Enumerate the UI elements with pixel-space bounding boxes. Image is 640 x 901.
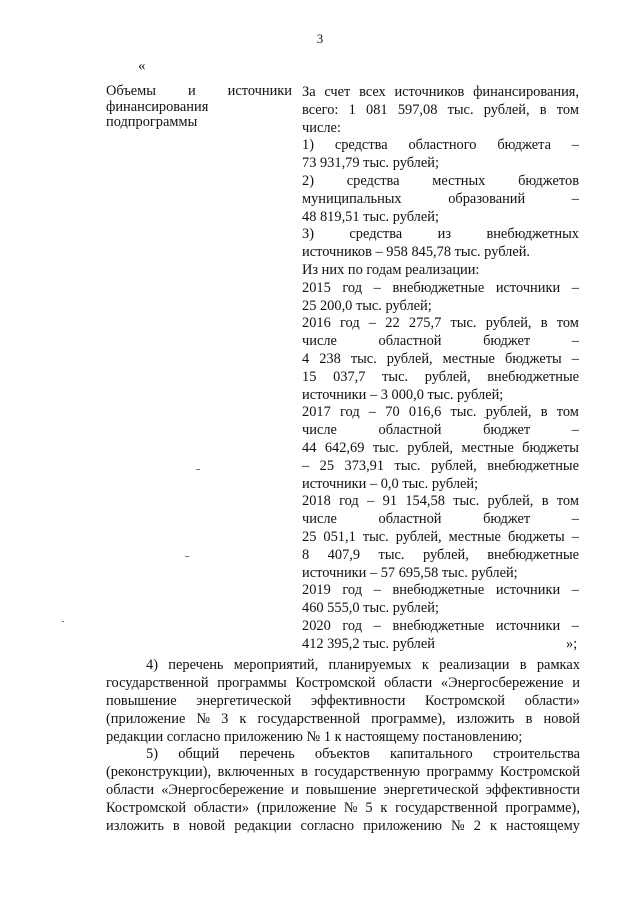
left-label-word: Объемы [106,83,156,99]
word: тыс. [450,315,477,332]
word: бюджет [483,422,531,439]
word: бюджетов [518,172,579,189]
word: областной [378,422,442,439]
word: 44 [302,439,317,456]
word: рублей, [430,457,477,474]
paragraph-line [106,818,580,836]
word: – [571,617,579,634]
word: финансирования, [473,84,579,100]
word: в [541,493,549,510]
word: 238 [319,350,341,367]
word: областного [408,137,477,154]
word: тыс. [450,404,477,421]
word: в [301,764,308,781]
word: внебюджетные [487,546,579,563]
funding-line [302,137,579,155]
scan-artifact [185,556,189,557]
funding-line [302,333,579,351]
word: тыс. [447,101,474,118]
word: энергетической [383,782,479,799]
word: 016,6 [408,404,442,421]
word: области [106,782,155,799]
word: 1 [348,101,356,118]
word: областной [378,333,442,350]
word: – [373,582,381,599]
word: 037,7 [333,368,366,385]
word: 2 [473,818,481,835]
word: областной [378,511,442,528]
word: и [291,782,299,799]
word: тыс. [372,439,399,456]
word: в [540,315,548,332]
word: 642,69 [324,439,365,456]
funding-line [302,351,579,369]
word: объектов [314,746,370,763]
word: бюджеты [507,528,565,545]
funding-line: 25 200,0 тыс. рублей; [302,297,432,314]
word: рублей, [485,404,532,421]
word: изложить [456,710,515,727]
word: № [343,800,358,817]
funding-line [302,458,579,476]
word: редакции [234,818,292,835]
word: планируемых [328,657,412,673]
funding-line: источники – 3 000,0 тыс. рублей; [302,386,504,403]
word: тыс. [453,493,480,510]
left-label-line-1 [106,84,292,100]
word: № [451,818,465,835]
paragraph-line [106,800,580,818]
word: внебюджетные [487,368,579,385]
funding-line [302,102,579,120]
word: 2018 [302,493,331,510]
word: в [525,710,533,727]
word: внебюджетные [487,457,579,474]
word: 3 [221,710,229,727]
left-label-line-2: финансирования [106,98,209,115]
word: год [339,493,359,510]
word: 275,7 [408,315,442,332]
word: внебюджетных [486,226,579,243]
word: общий [178,746,220,763]
word: и [572,674,580,691]
paragraph-line [106,782,580,800]
word: повышение [106,692,177,709]
word: в [540,404,548,421]
funding-line [302,369,579,387]
word: 5) [146,746,158,763]
word: Костромской [499,764,580,781]
word: энергетической [196,692,292,709]
word: всего: [302,101,339,118]
word: том [556,101,579,118]
word: – [373,617,381,634]
word: настоящему [506,818,580,835]
funding-line: источники – 0,0 тыс. рублей; [302,475,479,492]
word: новой [543,710,580,727]
page-number: 3 [316,31,324,46]
word: 25 [319,457,335,474]
word: Костромской [295,674,376,691]
word: – [571,350,579,367]
word: внебюджетные [392,617,485,634]
table-right-content [302,84,579,654]
funding-line [302,315,579,333]
word: За [302,84,316,100]
word: – [368,404,377,421]
opening-quote: « [138,58,146,74]
body-paragraphs [106,657,580,836]
word: государственной [395,800,498,817]
word: год [342,279,363,296]
word: Костромской [106,800,187,817]
word: 2020 [302,617,331,634]
word: 91 [382,493,398,510]
word: местные [448,528,501,545]
word: 2016 [302,315,331,332]
word: – [367,493,375,510]
table-left-label [106,84,292,131]
word: к [421,657,429,673]
word: рублей, [395,528,442,545]
word: – [571,279,579,296]
word: «Энергосбережение [440,674,564,691]
word: рублей, [483,101,530,118]
funding-line: числе: [302,119,341,136]
word: в [172,818,180,835]
word: 3) [302,226,314,243]
word: тыс. [362,528,389,545]
word: программы [217,674,287,691]
scan-artifact [484,417,486,418]
word: Костромской [424,692,505,709]
funding-line [302,511,579,529]
word: программе), [505,800,580,817]
word: области» [193,800,250,817]
word: рублей, [407,439,454,456]
word: согласно [300,818,355,835]
word: внебюджетные [392,582,485,599]
word: год [342,582,363,599]
word: 22 [385,315,400,332]
word: том [556,315,579,332]
word: рублей, [424,368,471,385]
word: к [239,710,247,727]
word: (приложение [106,710,186,727]
word: числе [302,333,337,350]
funding-line [302,226,579,244]
word: «Энергосбережение [161,782,284,799]
word: 051,1 [323,528,356,545]
funding-line [302,547,579,565]
word: включенных [217,764,295,781]
funding-line [302,529,579,547]
funding-line [302,173,579,191]
word: в [519,657,527,673]
paragraph-line: редакции согласно приложению № 1 к настоящему постановлению; [106,728,523,745]
word: источники [495,582,561,599]
word: рублей, [386,350,433,367]
word: № [196,710,211,727]
word: числе [302,511,337,528]
word: 4 [302,350,310,367]
word: рублей, [487,493,534,510]
word: перечень [239,746,295,763]
word: – [373,279,381,296]
funding-line: Из них по годам реализации: [302,261,480,278]
word: средства [346,172,400,189]
word: – [571,528,579,545]
word: 2017 [302,404,331,421]
word: всех [359,84,386,100]
word: – [368,315,377,332]
left-label-word: и [187,83,196,99]
word: капитального [389,746,473,763]
word: средства [334,137,388,154]
word: тыс. [378,546,405,563]
word: источников [394,84,465,100]
word: рамках [536,657,580,673]
word: местные [442,350,495,367]
word: источники [495,617,561,634]
funding-line [302,440,579,458]
word: 2019 [302,582,331,599]
word: к [380,800,388,817]
paragraph-line [106,746,580,764]
word: области» [524,692,580,709]
funding-line [302,84,579,102]
word: 25 [302,528,317,545]
word: – [571,333,579,350]
word: бюджет [483,511,531,528]
word: приложению [363,818,443,835]
word: муниципальных [302,190,402,207]
funding-line [302,582,579,600]
word: тыс. [394,457,421,474]
word: рублей, [485,315,532,332]
paragraph-line [106,693,580,711]
word: (приложение [256,800,337,817]
word: в [539,101,547,118]
paragraph-line [106,711,580,729]
paragraph-line [106,657,580,675]
funding-line: источники – 57 695,58 тыс. рублей; [302,564,518,581]
word: том [556,404,579,421]
word: бюджет [483,333,531,350]
funding-line: 73 931,79 тыс. рублей; [302,155,439,172]
funding-line [302,280,579,298]
funding-line [302,404,579,422]
word: местные [461,439,514,456]
word: новой [188,818,226,835]
word: 1) [302,137,314,154]
word: 373,91 [344,457,385,474]
word: программе), [371,710,446,727]
scan-artifact [196,469,200,470]
word: год [340,404,360,421]
word: тыс. [350,350,377,367]
paragraph-line [106,764,580,782]
word: – [571,422,579,439]
word: – [302,457,310,474]
word: государственной [106,674,209,691]
word: 154,58 [405,493,445,510]
word: 8 [302,546,310,563]
word: перечень [168,657,224,673]
word: эффективности [311,692,406,709]
word: повышение [305,782,377,799]
word: счет [324,84,351,100]
funding-line: 48 819,51 тыс. рублей; [302,208,439,225]
word: 4) [146,657,158,673]
word: бюджета [497,137,551,154]
word: – [571,190,579,207]
word: бюджеты [504,350,562,367]
word: из [437,226,452,243]
word: 407,9 [327,546,361,563]
word: государственной [257,710,361,727]
word: год [340,315,360,332]
word: 2015 [302,279,331,296]
word: 597,08 [397,101,438,118]
word: – [571,137,579,154]
word: эффективности [485,782,580,799]
left-label-word: источники [227,83,292,99]
word: образований [448,190,526,207]
word: к [490,818,497,835]
word: программу [426,764,494,781]
funding-line [302,422,579,440]
word: бюджеты [522,439,579,456]
word: (реконструкции), [106,764,212,781]
closing-quote: »; [566,636,578,652]
word: 5 [365,800,373,817]
funding-line: 460 555,0 тыс. рублей; [302,600,439,617]
word: год [342,617,363,634]
word: 081 [366,101,388,118]
word: строительства [492,746,580,763]
word: государственную [314,764,420,781]
word: – [571,511,579,528]
word: средства [349,226,403,243]
left-label-line-3: подпрограммы [106,114,198,131]
word: изложить [106,818,164,835]
word: тыс. [382,368,409,385]
paragraph-line [106,675,580,693]
word: местных [432,172,486,189]
scan-artifact [62,621,64,622]
funding-line [302,493,579,511]
word: – [571,582,579,599]
word: числе [302,422,337,439]
word: 2) [302,172,314,189]
funding-line [302,618,579,636]
word: 15 [302,368,317,385]
word: том [556,493,579,510]
word: реализации [439,657,510,673]
funding-line [302,191,579,209]
funding-line: 412 395,2 тыс. рублей [302,635,435,652]
word: источники [495,279,561,296]
word: внебюджетные [392,279,485,296]
word: мероприятий, [233,657,319,673]
funding-line: источников – 958 845,78 тыс. рублей. [302,244,531,261]
word: рублей, [422,546,469,563]
word: области [384,674,433,691]
word: 70 [385,404,400,421]
